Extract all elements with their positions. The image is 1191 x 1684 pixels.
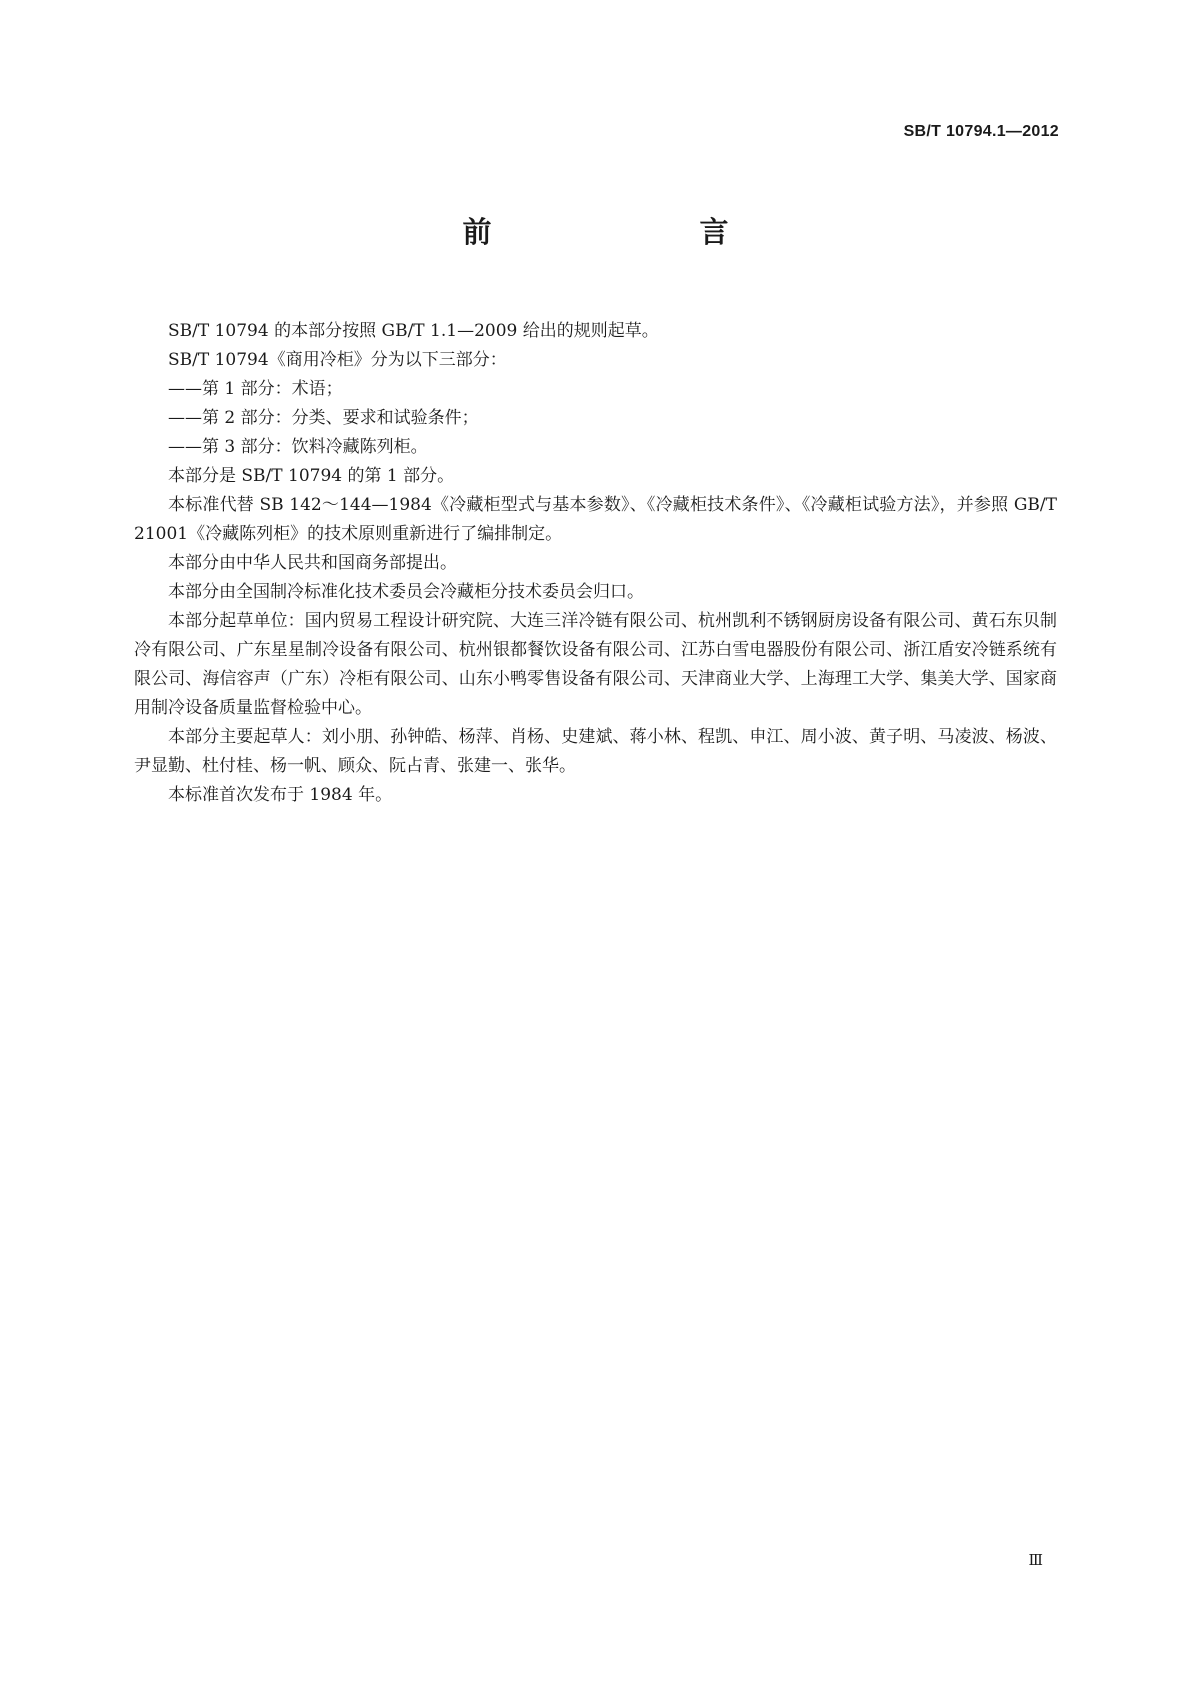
list-item-part-3: ——第 3 部分：饮料冷藏陈列柜。 bbox=[168, 437, 428, 457]
page-title: 前 言 bbox=[462, 215, 779, 249]
paragraph-drafters: 本部分主要起草人：刘小朋、孙钟皓、杨萍、肖杨、史建斌、蒋小林、程凯、申江、周小波、黄子明、马凌波、杨波、尹显勤、杜付桂、杨一帆、顾众、阮占青、张建一、张华。 bbox=[134, 727, 1057, 776]
page-number: Ⅲ bbox=[1028, 1551, 1043, 1569]
paragraph-parts-intro: SB/T 10794《商用冷柜》分为以下三部分： bbox=[168, 350, 507, 370]
list-item-part-2: ——第 2 部分：分类、要求和试验条件； bbox=[168, 408, 479, 428]
paragraph-drafting-rules: SB/T 10794 的本部分按照 GB/T 1.1—2009 给出的规则起草。 bbox=[168, 321, 659, 341]
foreword-body bbox=[134, 317, 1057, 810]
list-item-part-1: ——第 1 部分：术语； bbox=[168, 379, 343, 399]
paragraph-this-part: 本部分是 SB/T 10794 的第 1 部分。 bbox=[168, 466, 455, 486]
paragraph-first-published: 本标准首次发布于 1984 年。 bbox=[168, 785, 393, 805]
standard-number: SB/T 10794.1—2012 bbox=[903, 123, 1059, 140]
paragraph-drafting-units: 本部分起草单位：国内贸易工程设计研究院、大连三洋冷链有限公司、杭州凯利不锈钢厨房设备有限公司、黄石东贝制冷有限公司、广东星星制冷设备有限公司、杭州银都餐饮设备有限公司、江苏白雪电器股份有限公司、浙江盾安冷链系统有限公司、海信容声（广东）冷柜有限公司、山东小鸭零售设备有限公司、天津商业大学、上海理工大学、集美大学、国家商用制冷设备质量监督检验中心。 bbox=[134, 611, 1057, 718]
paragraph-replaces: 本标准代替 SB 142～144—1984《冷藏柜型式与基本参数》、《冷藏柜技术条件》、《冷藏柜试验方法》，并参照 GB/T 21001《冷藏陈列柜》的技术原则重新进行了编排制定。 bbox=[134, 495, 1057, 544]
paragraph-centralized-by: 本部分由全国制冷标准化技术委员会冷藏柜分技术委员会归口。 bbox=[168, 582, 644, 602]
paragraph-proposed-by: 本部分由中华人民共和国商务部提出。 bbox=[168, 553, 457, 573]
